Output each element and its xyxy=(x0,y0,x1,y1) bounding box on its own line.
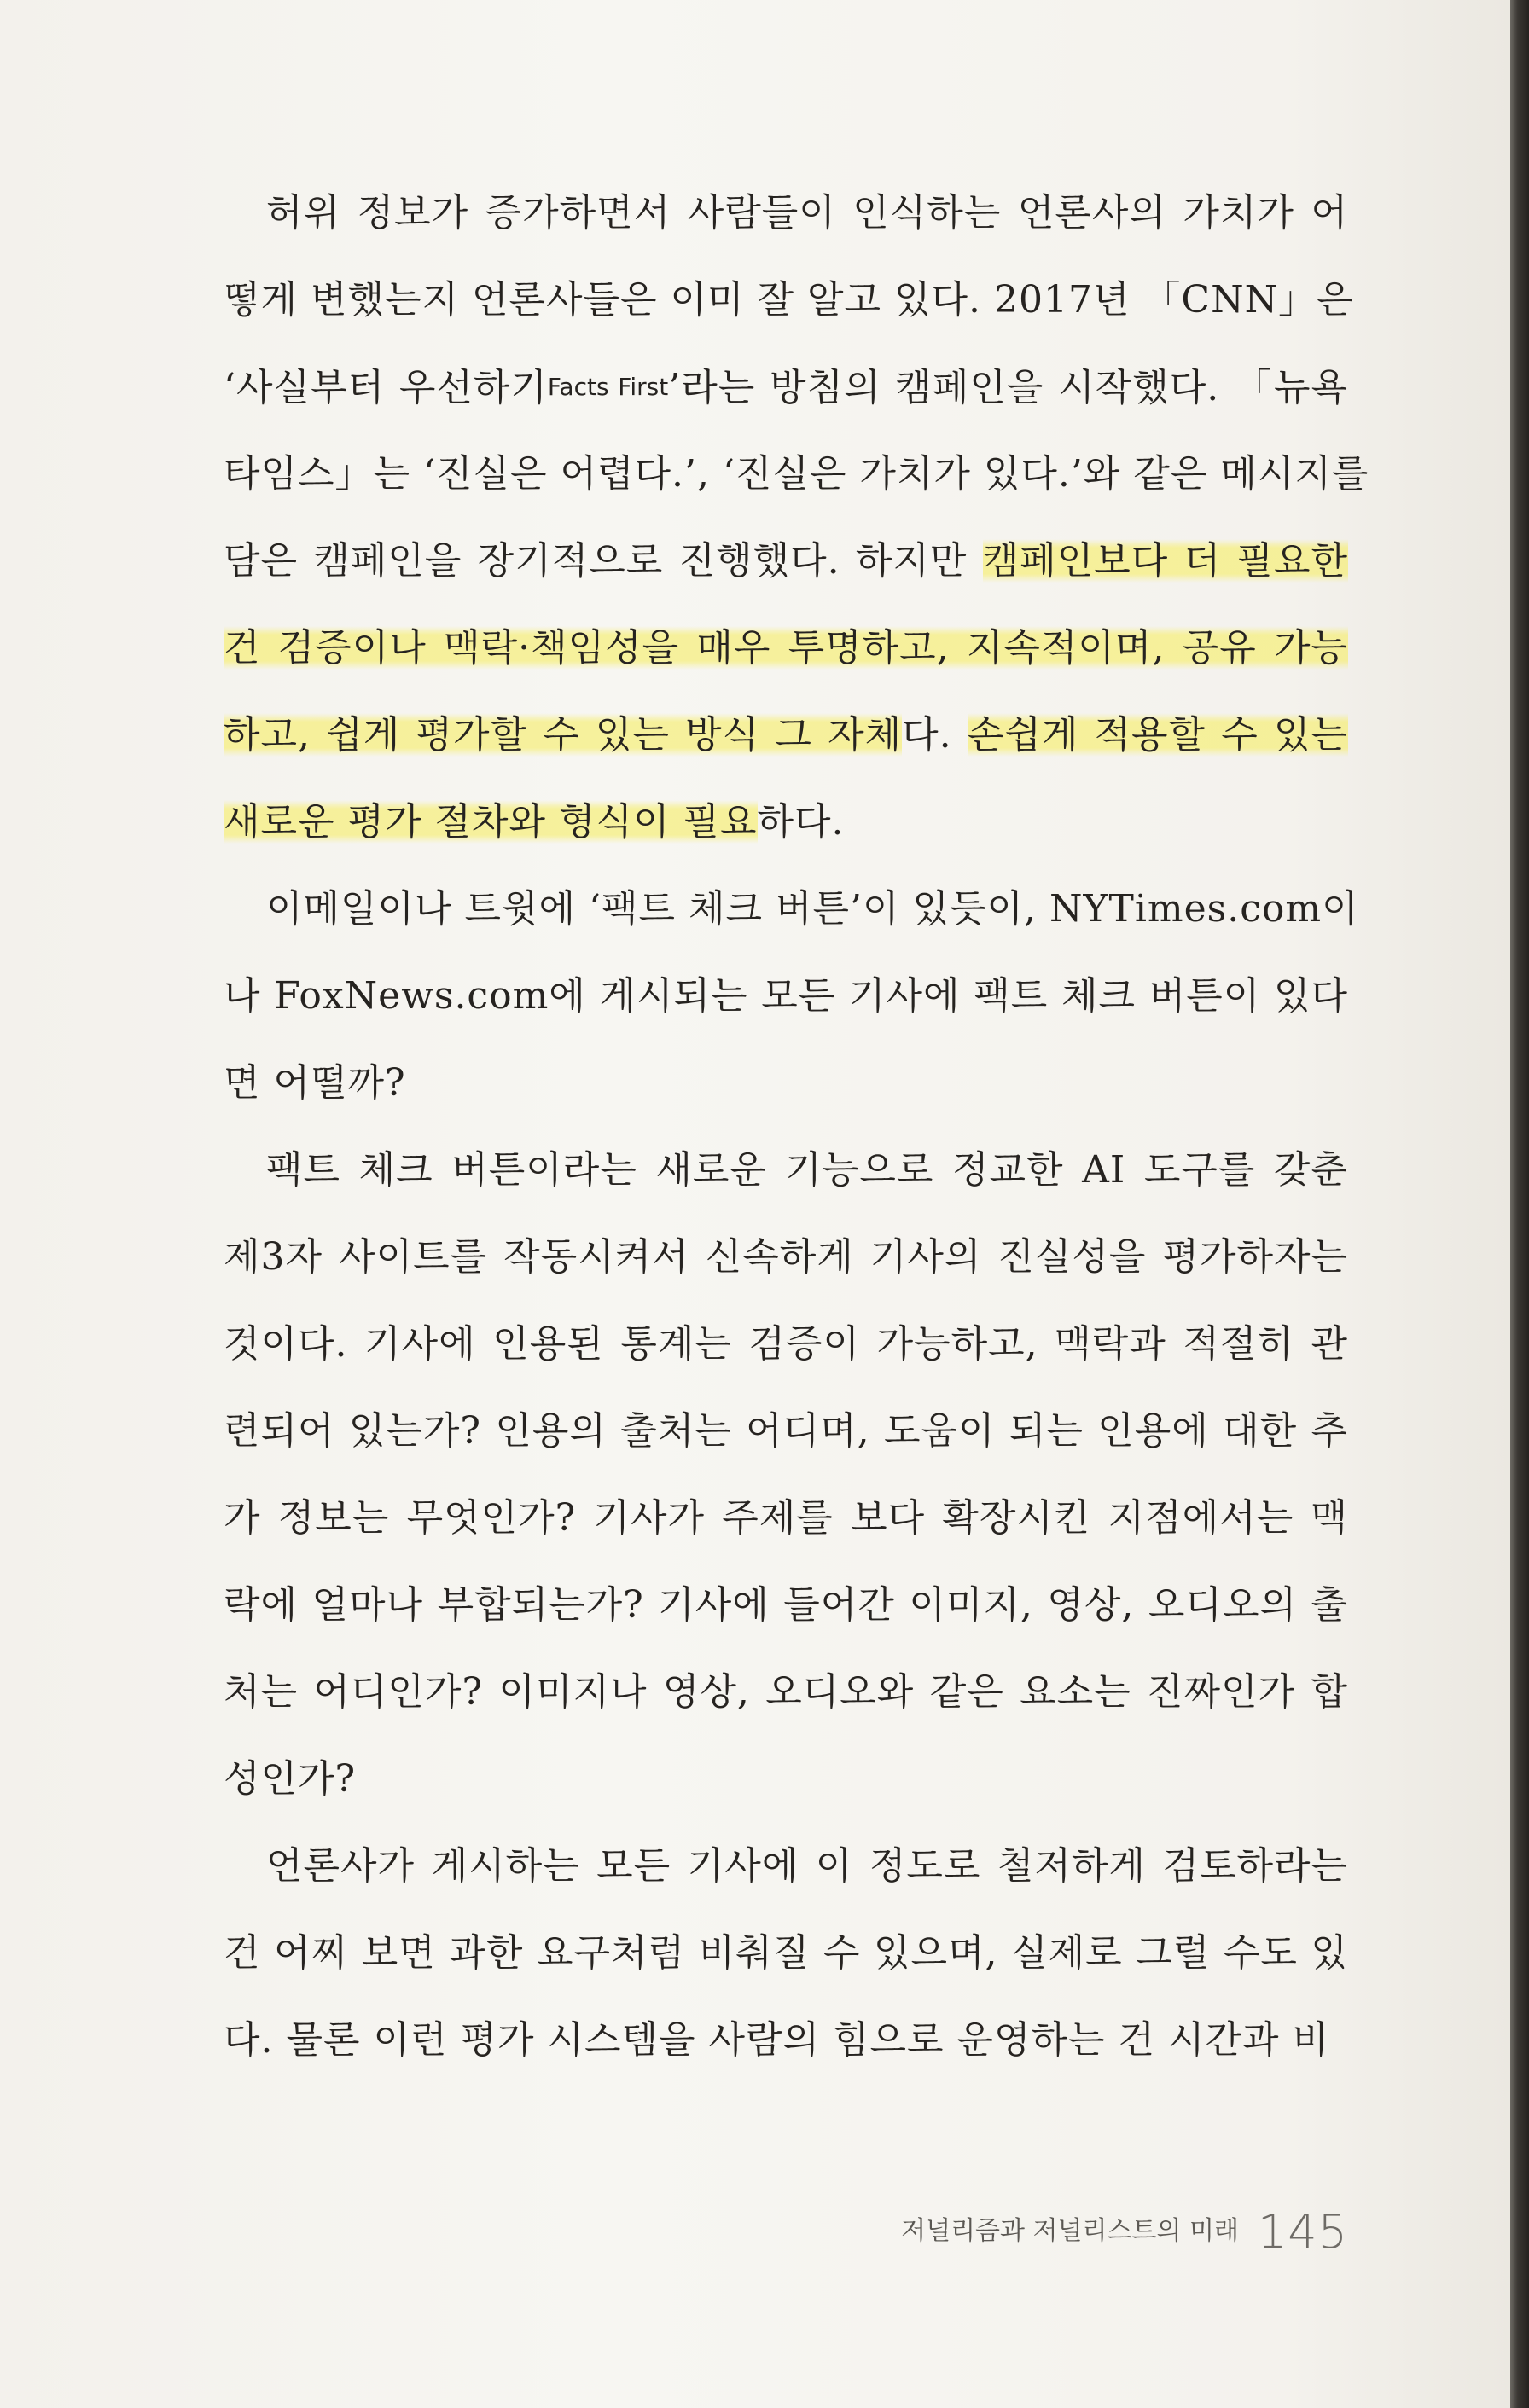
highlighted-text: 하고, 쉽게 평가할 수 있는 방식 그 자체 xyxy=(224,713,903,757)
text-segment: 허위 정보가 증가하면서 사람들이 인식하는 언론사의 가치가 어 xyxy=(266,191,1348,235)
text-segment: 가 정보는 무엇인가? 기사가 주제를 보다 확장시킨 지점에서는 맥 xyxy=(224,1496,1348,1540)
text-segment: 처는 어디인가? 이미지나 영상, 오디오와 같은 요소는 진짜인가 합 xyxy=(224,1670,1348,1714)
text-line xyxy=(224,1667,1348,1754)
text-line xyxy=(224,1319,1348,1406)
inline-english-term: Facts First xyxy=(547,373,669,401)
text-segment: 떻게 변했는지 언론사들은 이미 잘 알고 있다. 2017년 「CNN」은 xyxy=(224,278,1354,322)
text-line xyxy=(224,710,1348,797)
text-segment: 언론사가 게시하는 모든 기사에 이 정도로 철저하게 검토하라는 xyxy=(266,1844,1348,1888)
text-segment: 련되어 있는가? 인용의 출처는 어디며, 도움이 되는 인용에 대한 추 xyxy=(224,1409,1348,1453)
page-edge-shadow xyxy=(1510,0,1529,2408)
highlighted-text: 손쉽게 적용할 수 있는 xyxy=(967,713,1349,757)
body-text xyxy=(224,188,1369,2102)
text-segment: 다. 물론 이런 평가 시스템을 사람의 힘으로 운영하는 건 시간과 비 xyxy=(224,2018,1329,2062)
text-line xyxy=(224,2015,1348,2102)
page-footer xyxy=(853,2205,1348,2265)
text-segment: 하다. xyxy=(757,800,845,844)
text-line xyxy=(224,1058,1348,1145)
highlighted-text: 캠페인보다 더 필요한 xyxy=(982,539,1348,583)
text-line xyxy=(224,188,1348,275)
text-segment: ‘사실부터 우선하기 xyxy=(224,366,548,409)
text-segment: 담은 캠페인을 장기적으로 진행했다. 하지만 xyxy=(224,539,983,583)
text-line xyxy=(224,1406,1348,1493)
text-segment: 이메일이나 트윗에 ‘팩트 체크 버튼’이 있듯이, NYTimes.com이 xyxy=(266,887,1359,931)
text-segment: 락에 얼마나 부합되는가? 기사에 들어간 이미지, 영상, 오디오의 출 xyxy=(224,1583,1348,1627)
highlighted-text: 건 검증이나 맥락·책임성을 매우 투명하고, 지속적이며, 공유 가능 xyxy=(224,626,1348,670)
text-line xyxy=(224,1232,1348,1319)
text-segment: 다. xyxy=(902,713,968,757)
text-line xyxy=(224,1841,1348,1928)
text-line xyxy=(224,884,1359,971)
text-line xyxy=(224,275,1354,362)
text-segment: 성인가? xyxy=(224,1757,357,1801)
text-line xyxy=(224,536,1348,623)
page-number: 145 xyxy=(1257,2205,1348,2259)
text-line xyxy=(224,1928,1348,2015)
text-line xyxy=(224,1493,1348,1580)
text-segment: 팩트 체크 버튼이라는 새로운 기능으로 정교한 AI 도구를 갖춘 xyxy=(266,1148,1348,1192)
text-segment: 것이다. 기사에 인용된 통계는 검증이 가능하고, 맥락과 적절히 관 xyxy=(224,1322,1348,1366)
text-line xyxy=(224,797,1348,884)
text-segment: ’라는 방침의 캠페인을 시작했다. 「뉴욕 xyxy=(668,366,1348,409)
text-segment: 건 어찌 보면 과한 요구처럼 비춰질 수 있으며, 실제로 그럴 수도 있 xyxy=(224,1931,1348,1975)
text-segment: 제3자 사이트를 작동시켜서 신속하게 기사의 진실성을 평가하자는 xyxy=(224,1235,1348,1279)
text-line xyxy=(224,449,1369,536)
running-head: 저널리즘과 저널리스트의 미래 xyxy=(901,2216,1239,2246)
text-segment: 면 어떨까? xyxy=(224,1061,406,1105)
text-segment: 나 FoxNews.com에 게시되는 모든 기사에 팩트 체크 버튼이 있다 xyxy=(224,974,1348,1018)
text-line xyxy=(224,1754,1348,1841)
highlighted-text: 새로운 평가 절차와 형식이 필요 xyxy=(224,800,758,844)
text-line xyxy=(224,623,1348,710)
text-line xyxy=(224,362,1348,449)
text-line xyxy=(224,1580,1348,1667)
text-line xyxy=(224,971,1348,1058)
text-line xyxy=(224,1145,1348,1232)
text-segment: 타임스」는 ‘진실은 어렵다.’, ‘진실은 가치가 있다.’와 같은 메시지를 xyxy=(224,452,1369,496)
